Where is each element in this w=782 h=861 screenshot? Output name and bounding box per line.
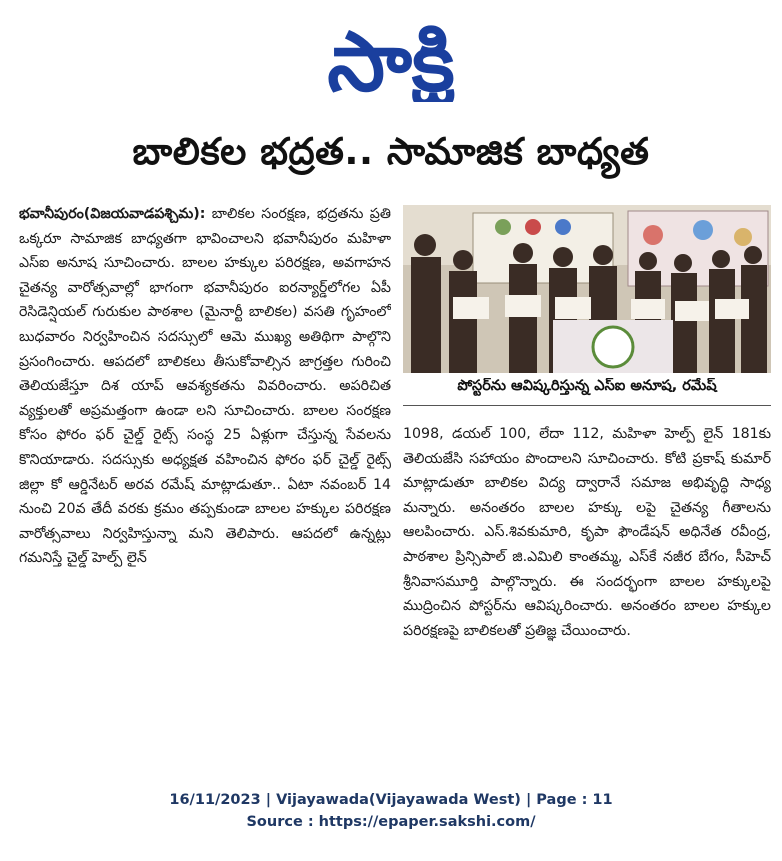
article-column-right [403,422,771,752]
sakshi-masthead-logo [291,12,491,102]
caption-divider [403,405,771,406]
footer-source: Source : https://epaper.sakshi.com/ [246,814,536,830]
event-photo [403,205,771,373]
footer-edition-info: 16/11/2023 | Vijayawada(Vijayawada West) | Page : 11 [169,792,613,808]
article-column-left [19,202,391,758]
article-text-left: బాలికల సంరక్షణ, భద్రతను ప్రతి ఒక్కరూ సామాజిక బాధ్యతగా భావించాలని భవానీపురం మహిళా ఎస్ఐ అనూష సూచించారు. బాలల హక్కుల పరిరక్షణ, అవగాహన చైతన్య వారోత్సవాల్లో భాగంగా భవానీపురం ఐరన్యార్డ్‌లోగల ఏపీ రెసిడెన్షియల్ గురుకుల పాఠశాల (మైనార్టీ బాలికల) వసతి గృహంలో బుధవారం నిర్వహించిన సదస్సులో ఆమె ముఖ్య అతిథిగా పాల్గొని ప్రసంగించారు. ఆపదలో బాలికలు తీసుకోవాల్సిన జాగ్రత్తల గురించి తెలియజేస్తూ దిశ యాప్ ఆవశ్యకతను వివరించారు. అపరిచిత వ్యక్తులతో అప్రమత్తంగా ఉండా లని సూచించారు. బాలల సంరక్షణ కోసం ఫోరం ఫర్ చైల్డ్ రైట్స్ సంస్థ 25 ఏళ్లుగా చేస్తున్న సేవలను కొనియాడారు. సదస్సుకు అధ్యక్షత వహించిన ఫోరం ఫర్ చైల్డ్ రైట్స్ జిల్లా కో ఆర్డినేటర్ అరవ రమేష్ మాట్లాడుతూ.. ఏటా నవంబర్ 14 నుంచి 20వ తేదీ వరకు క్రమం తప్పకుండా బాలల హక్కుల పరిరక్షణ వారోత్సవాలు నిర్వహిస్తున్నా మని తెలిపారు. ఆపదలో ఉన్నట్లు గమనిస్తే చైల్డ్ హెల్ప్ లైన్ [19,206,391,567]
svg-text:సాక్షి: సాక్షి [327,15,455,102]
headline: బాలికల భద్రత.. సామాజిక బాధ్యత [132,130,650,173]
photo-caption: పోస్టర్‌ను ఆవిష్కరిస్తున్న ఎస్ఐ అనూష, రమేష్ [457,378,717,394]
dateline: భవానీపురం(విజయవాడపశ్చిమ): [19,206,206,222]
article-text-right: 1098, డయల్ 100, లేదా 112, మహిళా హెల్ప్ లైన్ 181కు తెలియజేసి సహాయం పొందాలని సూచించారు. కోటి ప్రకాష్ కుమార్ మాట్లాడుతూ బాలికల విద్య ద్వారానే సమాజ అభివృద్ధి సాధ్య మన్నారు. అనంతరం బాలల హక్కు లపై చైతన్య గీతాలను ఆలపించారు. ఎస్.శివకుమారి, కృపా ఫౌండేషన్ అధినేత రవీంద్ర, పాఠశాల ప్రిన్సిపాల్ జి.ఎమిలి కాంతమ్మ, ఎస్‌కే నజీర బేగం, సీహెచ్ శ్రీనివాసమూర్తి పాల్గొన్నారు. ఈ సందర్భంగా బాలల హక్కులపై ముద్రించిన పోస్టర్‌ను ఆవిష్కరించారు. అనంతరం బాలల హక్కుల పరిరక్షణపై బాలికలతో ప్రతిజ్ఞ చేయించారు. [403,426,771,639]
masthead-logo-icon [291,12,491,102]
photo-illustration-icon [403,205,771,373]
